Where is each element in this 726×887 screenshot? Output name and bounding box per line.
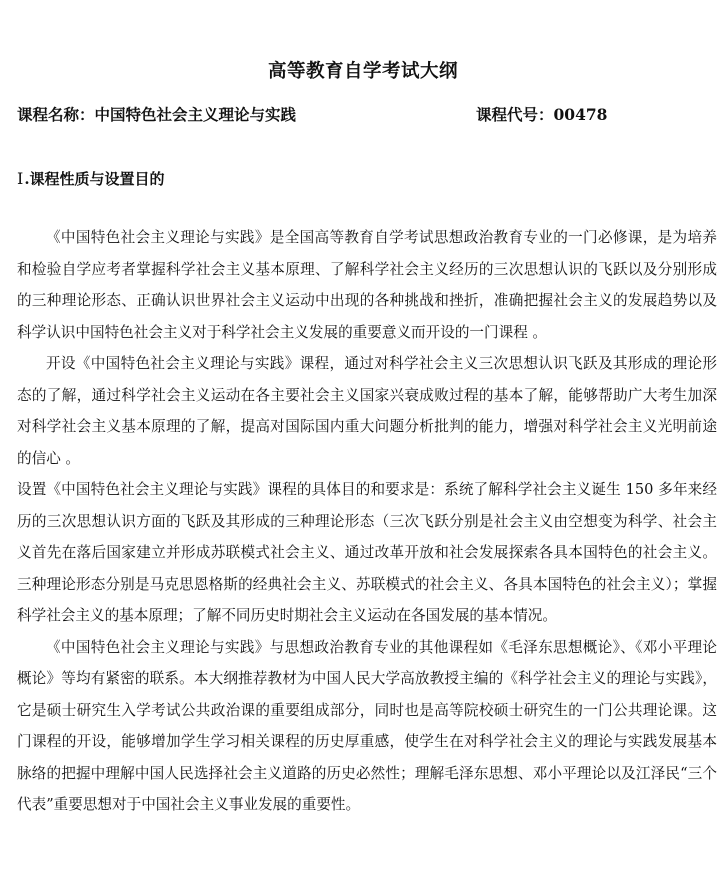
course-code: 课程代号：00478 bbox=[476, 105, 608, 124]
paragraph-1: 《中国特色社会主义理论与实践》是全国高等教育自学考试思想政治教育专业的一门必修课，是为培养和检验自学应考者掌握科学社会主义基本原理、了解科学社会主义经历的三次思想认识的飞跃以及分别形成的三种理论形态、正确认识世界社会主义运动中出现的各种挑战和挫折，准确把握社会主义的发展趋势以及科学认识中国特色社会主义对于科学社会主义发展的重要意义而开设的一门课程 。 bbox=[17, 229, 717, 341]
document-title: 高等教育自学考试大纲 bbox=[267, 61, 458, 82]
section-heading bbox=[17, 168, 165, 189]
course-name: 课程名称：中国特色社会主义理论与实践 bbox=[17, 105, 297, 124]
paragraph-3: 设置《中国特色社会主义理论与实践》课程的具体目的和要求是：系统了解科学社会主义诞生 150 多年来经历的三次思想认识方面的飞跃及其形成的三种理论形态（三次飞跃分别是社会主义由空想变为科学、社会主义首先在落后国家建立并形成苏联模式社会主义、通过改革开放和社会发展探索各具本国特色的社会主义。三种理论形态分别是马克思恩格斯的经典社会主义、苏联模式的社会主义、各具本国特色的社会主义）；掌握科学社会主义的基本原理；了解不同历史时期社会主义运动在各国发展的基本情况。 bbox=[17, 481, 717, 624]
paragraph-4: 《中国特色社会主义理论与实践》与思想政治教育专业的其他课程如《毛泽东思想概论》、《邓小平理论概论》等均有紧密的联系。本大纲推荐教材为中国人民大学高放教授主编的《科学社会主义的理论与实践》，它是硕士研究生入学考试公共政治课的重要组成部分，同时也是高等院校硕士研究生的一门公共理论课。这门课程的开设，能够增加学生学习相关课程的历史厚重感，使学生在对科学社会主义的理论与实践发展基本脉络的把握中理解中国人民选择社会主义道路的历史必然性；理解毛泽东思想、邓小平理论以及江泽民“三个代表”重要思想对于中国社会主义事业发展的重要性。 bbox=[17, 638, 717, 813]
course-info-row bbox=[17, 103, 717, 125]
section-numeral: Ⅰ bbox=[17, 169, 24, 188]
section-heading-text: .课程性质与设置目的 bbox=[24, 170, 165, 188]
body-text bbox=[17, 222, 717, 821]
paragraph-2: 开设《中国特色社会主义理论与实践》课程，通过对科学社会主义三次思想认识飞跃及其形成的理论形态的了解，通过科学社会主义运动在各主要社会主义国家兴衰成败过程的基本了解，能够帮助广大考生加深对科学社会主义基本原理的了解，提高对国际国内重大问题分析批判的能力，增强对科学社会主义光明前途的信心 。 bbox=[17, 355, 717, 467]
